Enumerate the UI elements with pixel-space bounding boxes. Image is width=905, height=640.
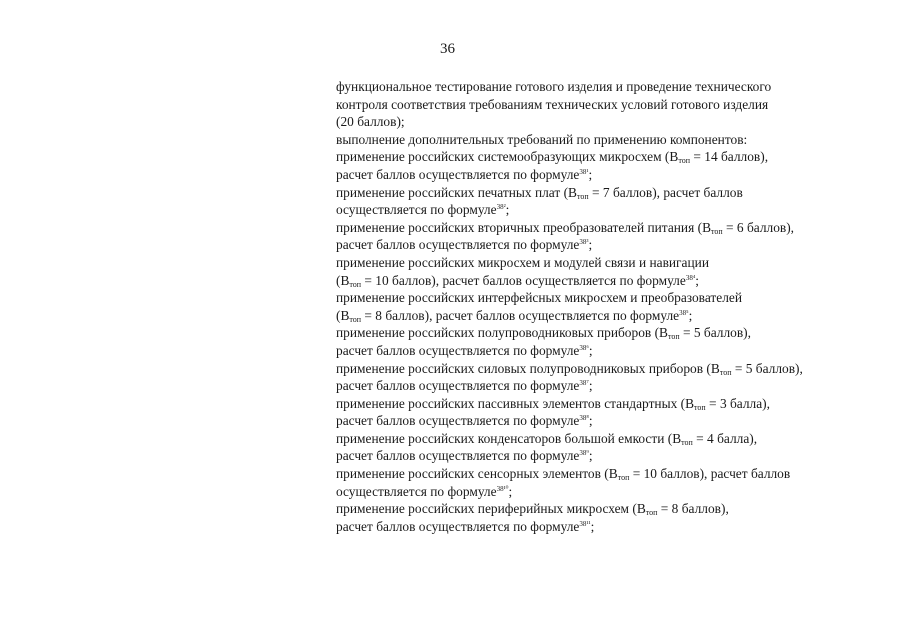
text-segment: = 5 баллов), xyxy=(731,360,803,376)
text-segment: расчет баллов осуществляется по формуле xyxy=(336,448,580,464)
text-line xyxy=(336,307,901,325)
text-segment: применение российских конденсаторов большой емкости (В xyxy=(336,430,682,446)
text-line xyxy=(336,360,901,378)
subscript: топ xyxy=(678,156,690,166)
footnote-ref: 38⁶ xyxy=(579,343,589,352)
subscript: топ xyxy=(576,191,589,201)
text-line xyxy=(336,395,901,413)
text-segment: применение российских сенсорных элементов (В xyxy=(336,466,618,482)
text-segment: ; xyxy=(695,272,699,288)
text-segment: применение российских полупроводниковых приборов (В xyxy=(336,325,668,341)
text-segment: применение российских вторичных преобразователей питания (В xyxy=(336,219,711,235)
subscript: топ xyxy=(694,402,706,412)
text-segment: ; xyxy=(588,448,593,464)
footnote-ref: 38² xyxy=(496,203,506,212)
subscript: топ xyxy=(667,332,680,342)
text-segment: расчет баллов осуществляется по формуле xyxy=(336,342,580,358)
text-segment: функциональное тестирование готового изделия и проведение технического xyxy=(336,79,772,94)
text-segment: применение российских печатных плат (В xyxy=(336,184,577,200)
text-line xyxy=(336,518,901,536)
text-line xyxy=(336,78,901,96)
text-line xyxy=(336,254,901,272)
footnote-ref: 38⁸ xyxy=(579,414,589,423)
text-segment: ; xyxy=(590,518,595,534)
text-line xyxy=(336,377,901,395)
subscript: топ xyxy=(617,473,630,483)
text-line xyxy=(336,96,901,114)
text-segment: ; xyxy=(508,483,513,499)
footnote-ref: 38¹ xyxy=(579,167,589,176)
text-segment: = 14 баллов), xyxy=(690,149,769,165)
subscript: топ xyxy=(349,279,362,289)
footnote-ref: 38¹⁰ xyxy=(496,484,509,493)
text-segment: ; xyxy=(688,307,693,323)
text-line xyxy=(336,465,901,483)
text-segment: = 8 баллов), расчет баллов осуществляется по формуле xyxy=(361,307,680,323)
text-line xyxy=(336,219,901,237)
text-line xyxy=(336,430,901,448)
footnote-ref: 38⁵ xyxy=(679,308,689,317)
text-line xyxy=(336,447,901,465)
text-segment: ; xyxy=(505,202,510,218)
text-line xyxy=(336,166,901,184)
text-segment: = 10 баллов), расчет баллов осуществляется по формуле xyxy=(361,272,686,288)
text-segment: применение российских пассивных элементов стандартных (В xyxy=(336,395,695,411)
text-segment: = 7 баллов), расчет баллов xyxy=(588,184,743,200)
text-segment: (В xyxy=(336,307,350,323)
text-segment: ; xyxy=(588,237,593,253)
text-line xyxy=(336,500,901,518)
text-segment: осуществляется по формуле xyxy=(336,483,497,499)
text-segment: расчет баллов осуществляется по формуле xyxy=(336,518,580,534)
text-segment: применение российских микросхем и модулей связи и навигации xyxy=(336,254,709,270)
text-segment: контроля соответствия требованиям технических условий готового изделия xyxy=(336,96,769,112)
text-segment: выполнение дополнительных требований по применению компонентов: xyxy=(336,131,748,147)
text-line xyxy=(336,272,901,290)
text-segment: = 5 баллов), xyxy=(679,325,751,341)
text-segment: применение российских интерфейсных микросхем и преобразователей xyxy=(336,290,743,306)
text-segment: = 3 балла), xyxy=(705,395,770,411)
footnote-ref: 38⁷ xyxy=(579,379,589,388)
text-segment: ; xyxy=(588,413,593,429)
text-segment: = 4 балла), xyxy=(692,430,758,446)
page-number-text: 36 xyxy=(440,41,455,57)
text-segment: расчет баллов осуществляется по формуле xyxy=(336,166,580,182)
text-segment: осуществляется по формуле xyxy=(336,202,497,218)
footnote-ref: 38⁴ xyxy=(685,273,696,282)
subscript: топ xyxy=(711,226,723,236)
text-line xyxy=(336,184,901,202)
text-line xyxy=(336,131,901,149)
text-segment: = 8 баллов), xyxy=(657,501,729,517)
footnote-ref: 38⁹ xyxy=(579,449,589,458)
text-line xyxy=(336,324,901,342)
text-segment: (В xyxy=(336,272,350,288)
text-line xyxy=(336,113,901,131)
text-line xyxy=(336,148,901,166)
text-segment: расчет баллов осуществляется по формуле xyxy=(336,378,580,394)
text-segment: применение российских системообразующих микросхем (В xyxy=(336,149,679,165)
document-body xyxy=(336,78,901,535)
subscript: топ xyxy=(349,314,362,324)
text-line xyxy=(336,289,901,307)
text-segment: ; xyxy=(588,378,593,394)
text-segment: (20 баллов); xyxy=(336,114,405,130)
text-line xyxy=(336,412,901,430)
text-line xyxy=(336,201,901,219)
text-segment: = 6 баллов), xyxy=(722,219,795,235)
text-segment: расчет баллов осуществляется по формуле xyxy=(336,237,580,253)
subscript: топ xyxy=(681,437,693,447)
footnote-ref: 38³ xyxy=(579,238,589,247)
text-segment: расчет баллов осуществляется по формуле xyxy=(336,413,580,429)
text-line xyxy=(336,236,901,254)
text-segment: ; xyxy=(588,166,593,182)
page-number xyxy=(0,40,905,58)
text-segment: = 10 баллов), расчет баллов xyxy=(629,466,791,482)
footnote-ref: 38¹¹ xyxy=(579,519,591,528)
subscript: топ xyxy=(719,367,732,377)
text-segment: ; xyxy=(588,342,593,358)
text-line xyxy=(336,483,901,501)
subscript: топ xyxy=(645,508,658,518)
text-segment: применение российских периферийных микросхем (В xyxy=(336,501,646,517)
text-line xyxy=(336,342,901,360)
text-segment: применение российских силовых полупроводниковых приборов (В xyxy=(336,360,720,376)
